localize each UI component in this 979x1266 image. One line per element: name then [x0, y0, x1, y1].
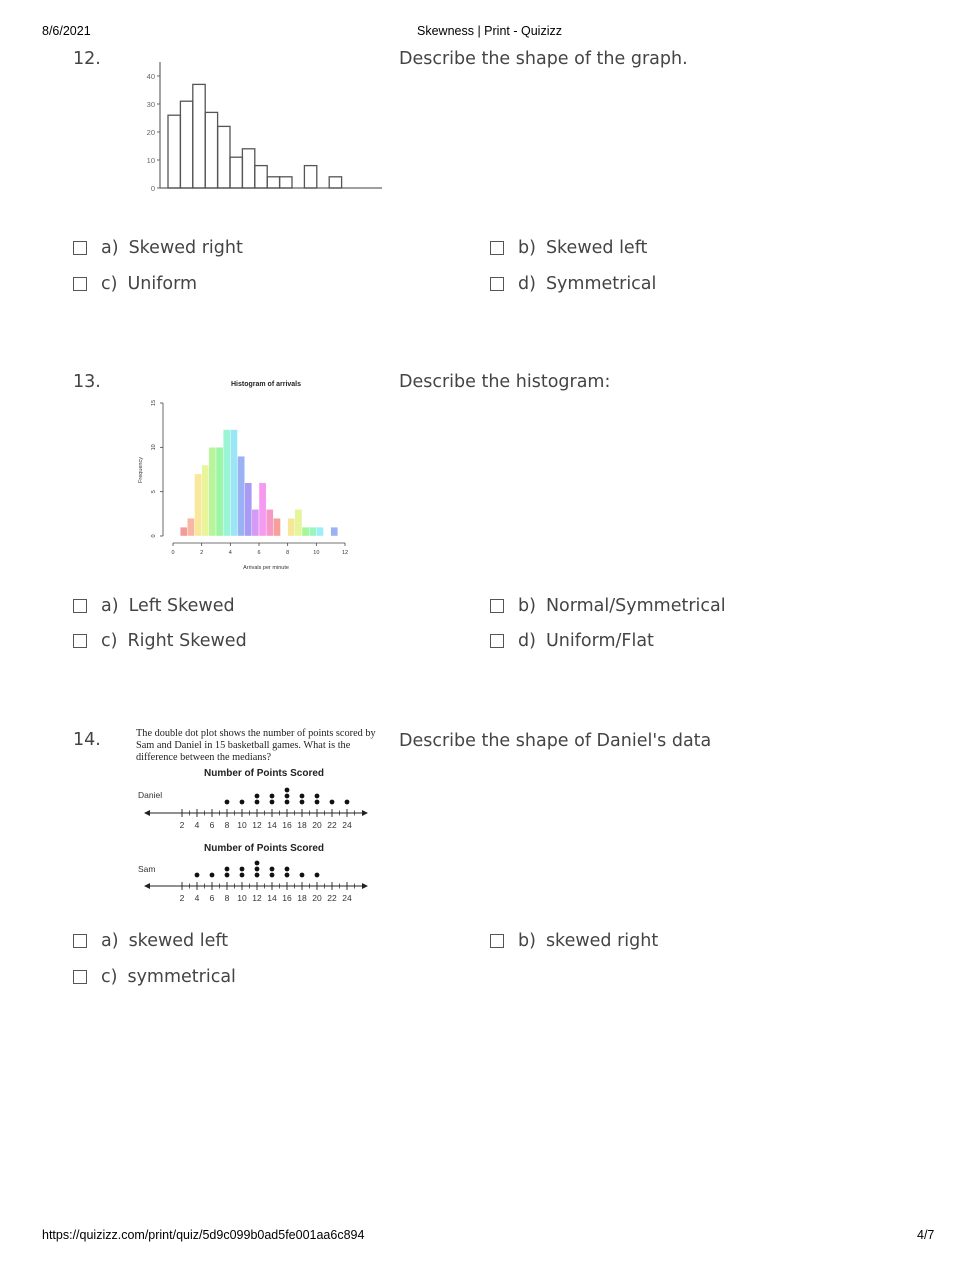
- histogram-bar: [168, 115, 180, 188]
- y-tick-label: 10: [146, 156, 155, 165]
- checkbox[interactable]: [73, 970, 87, 984]
- option-d[interactable]: d) Uniform/Flat: [490, 631, 654, 651]
- y-tick-label: 15: [151, 399, 157, 407]
- histogram-bar: [304, 166, 316, 188]
- chart-title: Histogram of arrivals: [230, 381, 302, 388]
- number-line-label: 24: [342, 893, 352, 903]
- number-line-label: 4: [194, 893, 200, 903]
- histogram-bar: [209, 447, 216, 536]
- data-dot: [255, 873, 260, 878]
- option-c[interactable]: c) Uniform: [73, 274, 197, 294]
- data-dot: [300, 873, 305, 878]
- number-line-label: 6: [209, 820, 215, 830]
- dotplot-label-sam: Sam: [138, 864, 156, 874]
- histogram-bar: [273, 518, 280, 536]
- histogram-bar: [187, 518, 194, 536]
- histogram-bar: [218, 126, 230, 188]
- number-line-label: 16: [282, 820, 292, 830]
- data-dot: [255, 861, 260, 866]
- data-dot: [330, 800, 335, 805]
- option-b[interactable]: b) Skewed left: [490, 238, 647, 258]
- print-date: 8/6/2021: [42, 24, 91, 38]
- y-tick-label: 10: [151, 444, 157, 451]
- checkbox[interactable]: [490, 241, 504, 255]
- checkbox[interactable]: [490, 599, 504, 613]
- number-line-label: 14: [267, 820, 277, 830]
- question-number: 14.: [73, 730, 101, 750]
- y-tick-label: 40: [146, 72, 155, 81]
- data-dot: [285, 788, 290, 793]
- histogram-bar: [230, 157, 242, 188]
- checkbox[interactable]: [73, 599, 87, 613]
- data-dot: [285, 873, 290, 878]
- option-b[interactable]: b) skewed right: [490, 931, 658, 951]
- y-tick-label: 20: [146, 128, 155, 137]
- histogram-bar: [195, 474, 202, 536]
- option-a[interactable]: a) skewed left: [73, 931, 228, 951]
- question-number: 12.: [73, 49, 101, 69]
- data-dot: [240, 873, 245, 878]
- x-tick-label: 10: [313, 550, 320, 556]
- checkbox[interactable]: [73, 241, 87, 255]
- arrow-right-icon: [362, 883, 368, 889]
- number-line-label: 18: [297, 820, 307, 830]
- data-dot: [210, 873, 215, 878]
- x-tick-label: 12: [341, 550, 349, 556]
- data-dot: [195, 873, 200, 878]
- page-number: 4/7: [917, 1228, 935, 1242]
- histogram-bar: [238, 456, 245, 536]
- option-c[interactable]: c) Right Skewed: [73, 631, 247, 651]
- histogram-q12: [130, 52, 385, 197]
- histogram-bar: [245, 483, 252, 536]
- data-dot: [255, 794, 260, 799]
- histogram-bar: [216, 447, 223, 536]
- number-line-label: 8: [224, 893, 230, 903]
- page-title: Skewness | Print - Quizizz: [417, 24, 562, 38]
- number-line-label: 16: [282, 893, 292, 903]
- histogram-bar: [266, 509, 273, 536]
- number-line-label: 8: [224, 820, 230, 830]
- checkbox[interactable]: [73, 634, 87, 648]
- option-a[interactable]: a) Skewed right: [73, 238, 243, 258]
- histogram-bar: [252, 509, 259, 536]
- question-text: Describe the histogram:: [399, 372, 611, 392]
- histogram-bar: [255, 166, 267, 188]
- histogram-bar: [205, 112, 217, 188]
- data-dot: [285, 867, 290, 872]
- dot-plots-q14: [130, 762, 380, 912]
- y-tick-label: 0: [151, 534, 157, 538]
- histogram-bar: [280, 177, 292, 188]
- x-axis-label: Arrivals per minute: [243, 565, 289, 571]
- histogram-bar: [302, 527, 309, 536]
- arrow-left-icon: [144, 810, 150, 816]
- data-dot: [285, 794, 290, 799]
- number-line-label: 24: [342, 820, 352, 830]
- question-text: Describe the shape of Daniel's data: [399, 731, 712, 751]
- histogram-bar: [259, 483, 266, 536]
- number-line-label: 10: [237, 893, 247, 903]
- y-tick-label: 5: [151, 490, 157, 494]
- histogram-bar: [295, 509, 302, 536]
- y-tick-label: 0: [150, 184, 155, 193]
- x-tick-label: 0: [171, 550, 175, 556]
- number-line-label: 2: [179, 893, 185, 903]
- y-tick-label: 30: [146, 100, 155, 109]
- data-dot: [225, 873, 230, 878]
- histogram-bar: [316, 527, 323, 536]
- data-dot: [270, 794, 275, 799]
- option-c[interactable]: c) symmetrical: [73, 967, 236, 987]
- histogram-bar: [288, 518, 295, 536]
- histogram-bar: [180, 101, 192, 188]
- data-dot: [315, 800, 320, 805]
- data-dot: [225, 800, 230, 805]
- dotplot-title-sam: Number of Points Scored: [203, 843, 325, 854]
- number-line-label: 10: [237, 820, 247, 830]
- checkbox[interactable]: [490, 934, 504, 948]
- histogram-bar: [309, 527, 316, 536]
- option-d[interactable]: d) Symmetrical: [490, 274, 656, 294]
- data-dot: [300, 794, 305, 799]
- image-question-text: The double dot plot shows the number of points scored by Sam and Daniel in 15 basketball games. What is the difference between the medians?: [136, 728, 376, 763]
- question-text: Describe the shape of the graph.: [399, 49, 688, 69]
- histogram-bar: [230, 430, 237, 536]
- checkbox[interactable]: [73, 934, 87, 948]
- histogram-bar: [331, 527, 338, 536]
- option-b[interactable]: b) Normal/Symmetrical: [490, 596, 726, 616]
- x-tick-label: 2: [200, 550, 204, 556]
- number-line-label: 22: [327, 893, 337, 903]
- data-dot: [255, 800, 260, 805]
- histogram-q13: [130, 375, 360, 575]
- data-dot: [270, 800, 275, 805]
- data-dot: [300, 800, 305, 805]
- number-line-label: 6: [209, 893, 215, 903]
- checkbox[interactable]: [73, 277, 87, 291]
- histogram-bar: [180, 527, 187, 536]
- arrow-right-icon: [362, 810, 368, 816]
- y-axis-label: Frequency: [138, 457, 144, 483]
- histogram-bar: [202, 465, 209, 536]
- question-number: 13.: [73, 372, 101, 392]
- data-dot: [315, 794, 320, 799]
- number-line-label: 22: [327, 820, 337, 830]
- data-dot: [315, 873, 320, 878]
- number-line-label: 12: [252, 893, 262, 903]
- x-tick-label: 6: [257, 550, 261, 556]
- dotplot-label-daniel: Daniel: [138, 790, 163, 800]
- x-tick-label: 8: [286, 550, 290, 556]
- page-url: https://quizizz.com/print/quiz/5d9c099b0ad5fe001aa6c894: [42, 1228, 365, 1242]
- data-dot: [225, 867, 230, 872]
- data-dot: [240, 800, 245, 805]
- number-line-label: 2: [179, 820, 185, 830]
- data-dot: [285, 800, 290, 805]
- histogram-bar: [193, 84, 205, 188]
- histogram-bar: [329, 177, 341, 188]
- histogram-bar: [242, 149, 254, 188]
- data-dot: [255, 867, 260, 872]
- checkbox[interactable]: [490, 277, 504, 291]
- histogram-bar: [223, 430, 230, 536]
- checkbox[interactable]: [490, 634, 504, 648]
- data-dot: [345, 800, 350, 805]
- option-a[interactable]: a) Left Skewed: [73, 596, 235, 616]
- number-line-label: 14: [267, 893, 277, 903]
- arrow-left-icon: [144, 883, 150, 889]
- number-line-label: 4: [194, 820, 200, 830]
- x-tick-label: 4: [228, 550, 232, 556]
- dotplot-title-daniel: Number of Points Scored: [203, 768, 325, 779]
- number-line-label: 20: [312, 820, 322, 830]
- data-dot: [240, 867, 245, 872]
- histogram-bar: [267, 177, 279, 188]
- number-line-label: 12: [252, 820, 262, 830]
- data-dot: [270, 873, 275, 878]
- number-line-label: 18: [297, 893, 307, 903]
- data-dot: [270, 867, 275, 872]
- number-line-label: 20: [312, 893, 322, 903]
